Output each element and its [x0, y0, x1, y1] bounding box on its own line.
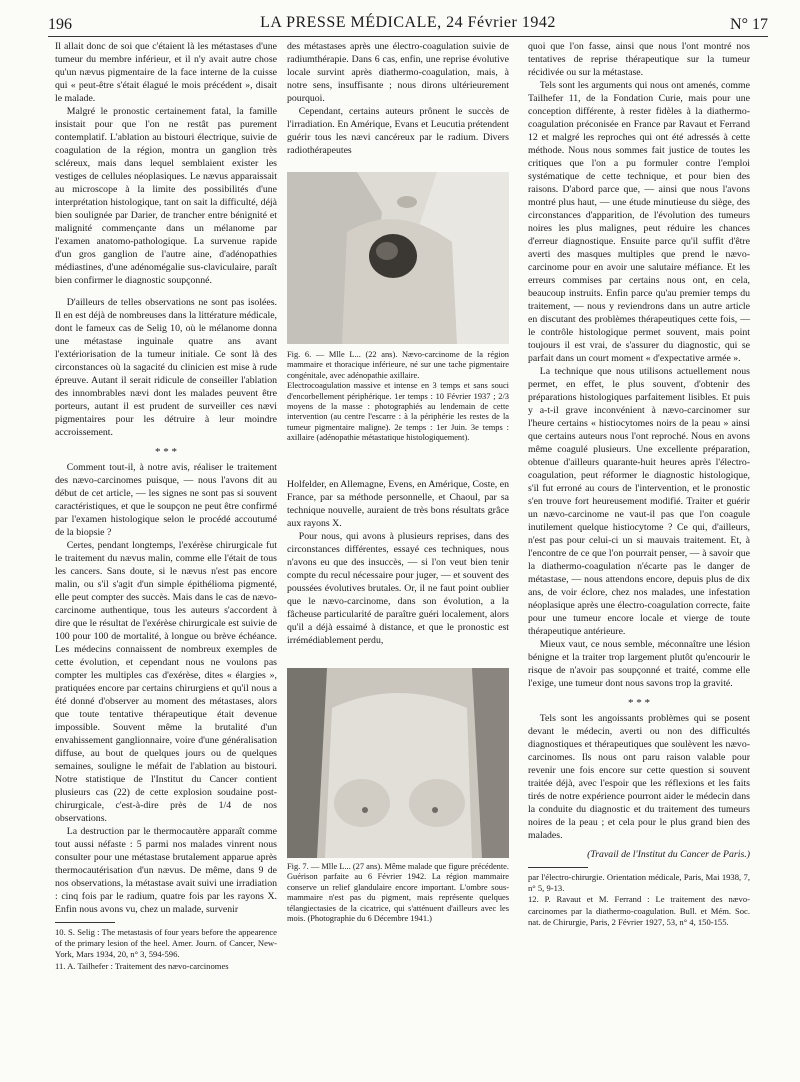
header-rule — [48, 36, 768, 37]
section-separator: * * * — [628, 697, 650, 709]
figure-6-photo — [287, 172, 509, 344]
issue-number: N° 17 — [730, 16, 768, 33]
journal-title: LA PRESSE MÉDICALE, 24 Février 1942 — [260, 14, 556, 31]
section-separator: * * * — [155, 446, 177, 458]
paragraph: Comment tout-il, à notre avis, réaliser le traitement des nævo-carcinomes puisque, — nous l'avons dit au début de cet article, — les signes ne sont pas si souvent caractéristiques, et que le soupçon ne peut être confirmé par l'examen histologique selon le procédé accoutumé de la biopsie ? — [55, 462, 277, 538]
patient-chest-photo — [287, 172, 509, 344]
column-1 — [55, 40, 277, 972]
footnote-11: 11. A. Tailhefer : Traitement des nævo-carcinomes — [55, 960, 229, 971]
figure-6-caption — [287, 350, 509, 444]
institution-credit: (Travail de l'Institut du Cancer de Paris.) — [587, 849, 750, 860]
column-2 — [287, 40, 509, 157]
figure-7-photo — [287, 668, 509, 858]
paragraph: La technique que nous utilisons actuellement nous permet, en effet, le plus souvent, d'obtenir des préparations histologiques parfaitement lisibles. Et puis y a-t-il grave inconvénient à nævo-carcinomer sur l'heure certains « histiocytomes noirs de la peau » ainsi que certains auteurs nous l'ont reproché. Nous en avons même coagulé plusieurs. Une excellente préparation, obtenue d'ailleurs quarante-huit heures après l'électro-coagulation, peut réformer le diagnostic histologique, s'il fut erroné au cours de l'intervention, et le pronostic s'en trouve fort heureusement modifié. Traiter et guérir un nævo-carcinome ne vaut-il pas que l'on coagule inutilement quelque histiocytome ? Ce qui, d'ailleurs, n'est pas pour celui-ci un si mauvais traitement. Et, à l'encontre de ce que l'on pourrait penser, — à savoir que la diathermo-coagulation n'écarte pas le danger de métastase, — nous attendons encore, depuis plus de dix ans, de voir éclore, chez nos malades, une infestation néoplasique après une électro-coagulation correcte, faite pour une tumeur encore locale et vierge de toute thérapeutique antérieure. — [528, 366, 750, 637]
paragraph: des métastases après une électro-coagulation suivie de radiumthérapie. Dans 6 cas, enfin, une reprise évolutive locale survint après diathermo-coagulation, mais, à notre sens, insuffisante ; nous dirons ultérieurement pourquoi. — [287, 41, 509, 104]
column-3 — [528, 40, 750, 928]
paragraph: Tels sont les angoissants problèmes qui se posent devant le médecin, averti ou non des difficultés diagnostiques et thérapeutiques que soulèvent les nævo-carcinomes. Ils nous ont paru raison valable pour revenir une fois encore sur cette question si souvent traitée déjà, avec l'espoir que les réflexions et les faits tirés de notre expérience pourront aider le médecin dans la conduite du diagnostic et du traitement des tumeurs noires de la peau ; et cela pour le plus grand bien des malades. — [528, 713, 750, 841]
footnote-11-continued: par l'électro-chirurgie. Orientation médicale, Paris, Mai 1938, 7, n° 5, 9-13. — [528, 872, 750, 894]
paragraph: Malgré le pronostic certainement fatal, la famille insistait pour que l'on ne restât pas purement contemplatif. L'ablation au bistouri électrique, suivie de coagulation de la région, montra un ganglion très scléreux, mais dans lequel semblaient exister les vestiges de cellules néoplasiques. Le nævus apparaissait au microscope à la limite des possibilités d'une interprétation histologique, tant on sait la difficulté, déjà bien soulignée par Darier, de trancher entre bénignité et malignité commençante dans un mélanome par l'examen anatomo-pathologique. La survenue rapide d'un gros ganglion de l'autre aine, d'adénopathies médiastines, d'une adénomégalie sus-claviculaire, paraît bien confirmer le diagnostic soupçonné. — [55, 106, 277, 286]
figure-7-caption: Fig. 7. — Mlle L... (27 ans). Même malade que figure précédente. Guérison parfaite au 6 Février 1942. La région mammaire conserve un relief glandulaire encore important. L'ombre sous-mammaire n'est pas du pigment, mais représente quelques télangiectasies de la cicatrice, qui s'atténuent d'ailleurs avec les mois. (Photographie du 6 Décembre 1941.) — [287, 862, 509, 924]
footnote-rule — [55, 922, 115, 923]
footnote-10: 10. S. Selig : The metastasis of four years before the appearence of the primary lesion of the heel. Amer. Journ. of Cancer, New-York, Mars 1934, 20, n° 3, 594-596. — [55, 927, 277, 960]
column-2-continued — [287, 478, 509, 647]
patient-torso-photo — [287, 668, 509, 858]
paragraph: Pour nous, qui avons à plusieurs reprises, dans des circonstances différentes, essayé ces techniques, nous n'avons eu que des insuccès, — si l'on veut bien tenir compte du recul nécessaire pour juger, — et souvent des poussées évolutives brutales. Or, il ne faut point oublier que le nævo-carcinome, dans son évolution, a la fâcheuse particularité de paraître guéri localement, alors qu'il a déjà essaimé à distance, et que le pronostic est irrémédiablement perdu, — [287, 531, 509, 646]
page-number: 196 — [48, 16, 72, 33]
paragraph: Holfelder, en Allemagne, Evens, en Amérique, Coste, en France, par sa méthode personnelle, et Chaoul, par sa technique nouvelle, auraient de très bons résultats grâce aux rayons X. — [287, 479, 509, 529]
paragraph: Tels sont les arguments qui nous ont amenés, comme Tailhefer 11, de la Fondation Curie, mais pour une conception différente, à rester fidèles à la diathermo-coagulation préconisée en France par Ravaut et Ferrand 12 et malgré les reproches qui ont été adressés à cette méthode. Nous nous sommes fait justice de toutes les critiques que l'on a pu formuler contre l'emploi systématique de cette technique, et pour bien des raisons. D'abord parce que, — ainsi que nous l'avons montré plus haut, — une étude minutieuse du siège, des circonstances d'apparition, de l'évolution des tumeurs noires les plus malignes, peut réduire les chances d'erreur diagnostique. Ensuite parce qu'il suffit d'être averti des masques multiples que prend le nævo-carcinome pour en avoir une salutaire méfiance. Et les erreurs commises par certains nous ont, en cela, beaucoup instruits. Enfin parce qu'au premier temps du traitement, — nous y reviendrons dans un autre article en discutant des problèmes thérapeutiques cette fois, — le contrôle histologique permet souvent, mais point toujours il est vrai, de s'assurer du diagnostic, qui se parfait dans un court moment « d'expectative armée ». — [528, 80, 750, 364]
paragraph: Il allait donc de soi que c'étaient là les métastases d'une tumeur du membre inférieur, et il n'y avait autre chose qu'un nævus pigmentaire de la face interne de la cuisse qui « peut-être s'était élagué le mois précédent », disait le malade. — [55, 41, 277, 104]
caption-text: Fig. 6. — Mlle L... (22 ans). Nævo-carcinome de la région mammaire et thoracique inférieure, né sur une tache pigmentaire congénitale, avec adénopathie axillaire. — [287, 350, 509, 380]
paragraph: D'ailleurs de telles observations ne sont pas isolées. Il en est déjà de nombreuses dans la littérature médicale, dont le fameux cas de Selig 10, où le mélanome donna une métastase inguinale quatre ans avant l'extériorisation de la tumeur initiale. Ce sont là des circonstances où la sagacité du clinicien est mise à rude épreuve. Autant il serait ridicule de conseiller l'ablation des innombrables nævi dont les malades peuvent être porteurs, autant il est prudent de surveiller ces nævi pigmentaires pour les détruire à leur moindre accroissement. — [55, 297, 277, 438]
paragraph: Mieux vaut, ce nous semble, méconnaître une lésion bénigne et la traiter trop largement plutôt qu'encourir le risque de n'avoir pas soupçonné et traité, comme elle l'exige, une tumeur dont nous savons trop la gravité. — [528, 639, 750, 689]
paragraph: Cependant, certains auteurs prônent le succès de l'irradiation. En Amérique, Evans et Leucutia prétendent guérir tous les nævi cancéreux par le radium. Divers radiothérapeutes — [287, 106, 509, 156]
paragraph: Certes, pendant longtemps, l'exérèse chirurgicale fut le traitement du nævus malin, comme elle l'était de tous les cancers. Sans doute, si le nævus n'est pas encore malin, ou s'il s'agit d'un simple épithélioma pigmenté, elle peut compter des succès. Mais dans le cas de nævo-carcinome authentique, tous les auteurs s'accordent à dire que le résultat de l'exérèse chirurgicale est suivie de 100 pour 100 de mortalité, à longue ou brève échéance. Les médecins connaissent de nombreux exemples de cette évolution, et cependant nous ne voulons pas compter les multiples cas d'exérèse, dites « élargies », pratiquées encore par certains chirurgiens et qu'il nous a été donné d'observer au moment des métastases, alors que toute tentative thérapeutique était devenue impossible. Souvent même la brutalité d'un envahissement ganglionnaire, voire d'une généralisation diffuse, au bout de quelques jours ou de quelques semaines, souligne le méfait de l'ablation au bistouri. Notre statistique de l'Institut du Cancer contient plusieurs cas (22) de cette explosion soudaine post-chirurgicale, c'est-à-dire près de 1/4 de nos observations. — [55, 540, 277, 824]
caption-text: Electrocoagulation massive et intense en 3 temps et sans souci d'encorbellement périphérique. 1er temps : 10 Février 1937 ; 2/3 moyens de la masse : photographiés au lendemain de cette intervention (au centre l'escarre : à la périphérie les restes de la tumeur pigmentaire maligne). 2e temps : 1er Juin. 3e temps : axillaire (adénopathie métastatique histologiquement). — [287, 381, 509, 443]
footnote-rule — [528, 867, 588, 868]
footnote-12: 12. P. Ravaut et M. Ferrand : Le traitement des nævo-carcinomes par la diathermo-coagulation. Bull. et Mém. Soc. nat. de Chirurgie, Paris, 2 Février 1927, 53, n° 4, 150-155. — [528, 894, 750, 927]
paragraph: quoi que l'on fasse, ainsi que nous l'ont montré nos tentatives de reprise thérapeutique sur la tumeur récidivée ou sur la métastase. — [528, 41, 750, 78]
paragraph: La destruction par le thermocautère apparaît comme tout aussi néfaste : 5 parmi nos malades vinrent nous consulter pour une métastase brutalement apparue après thermocautérisation d'un nævus. De même, dans 9 de nos observations, la métastase avait suivi une irradiation : cinq fois par le radium, quatre fois par les rayons X. Enfin nous avons vu, chez un malade, survenir — [55, 826, 277, 915]
running-header — [48, 14, 768, 36]
